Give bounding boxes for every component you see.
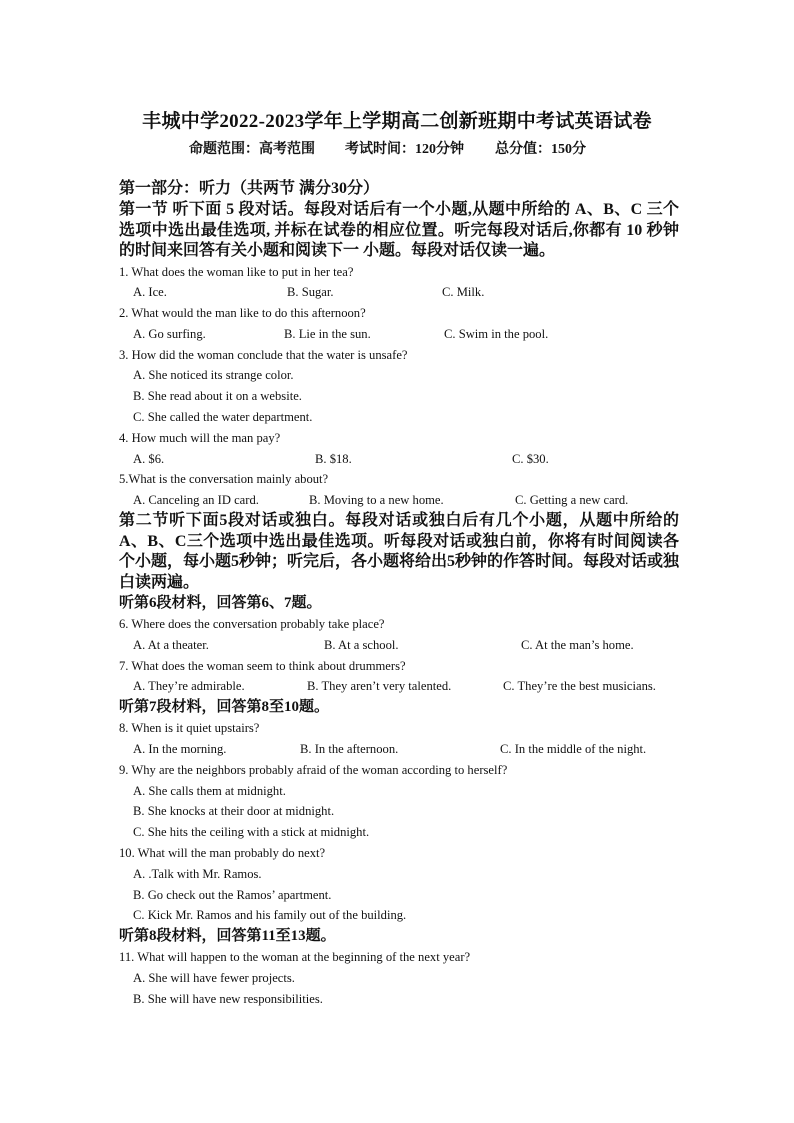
option-9a: A. She calls them at midnight. (133, 783, 286, 798)
option-5c: C. Getting a new card. (515, 493, 629, 508)
option-7c: C. They’re the best musicians. (503, 679, 656, 694)
options-5 (119, 490, 679, 511)
option-6b: B. At a school. (324, 637, 399, 652)
option-6a: A. At a theater. (133, 637, 209, 652)
question-11: 11. What will happen to the woman at the beginning of the next year? (119, 950, 471, 965)
question-6: 6. Where does the conversation probably take place? (119, 617, 385, 632)
options-6 (119, 635, 679, 656)
option-3c: C. She called the water department. (133, 410, 313, 425)
question-2: 2. What would the man like to do this afternoon? (119, 306, 366, 321)
option-11a: A. She will have fewer projects. (133, 971, 295, 986)
option-8b: B. In the afternoon. (300, 742, 399, 757)
section2-instruction: 第二节听下面5段对话或独白。每段对话或独白后有几个小题，从题中所给的A、B、C三个选项中选出最佳选项。听每段对话或独白前，你将有时间阅读各个小题，每小题5秒钟；听完后，各小题将给出5秒钟的作答时间。每段对话或独白读两遍。 (119, 512, 680, 591)
options-1 (119, 282, 679, 303)
question-8: 8. When is it quiet upstairs? (119, 721, 260, 736)
question-9: 9. Why are the neighbors probably afraid of the woman according to herself? (119, 762, 508, 777)
option-9b: B. She knocks at their door at midnight. (133, 804, 335, 819)
option-4c: C. $30. (512, 451, 549, 466)
exam-scope: 命题范围：高考范围 (189, 142, 315, 157)
option-3a: A. She noticed its strange color. (133, 368, 294, 383)
option-10a: A. .Talk with Mr. Ramos. (133, 866, 262, 881)
option-6c: C. At the man’s home. (521, 637, 634, 652)
option-5b: B. Moving to a new home. (309, 493, 444, 508)
option-10c: C. Kick Mr. Ramos and his family out of the building. (133, 908, 407, 923)
option-1b: B. Sugar. (287, 285, 334, 300)
question-1: 1. What does the woman like to put in her tea? (119, 264, 354, 279)
exam-time: 考试时间：120分钟 (345, 142, 464, 157)
option-7b: B. They aren’t very talented. (307, 679, 452, 694)
option-1a: A. Ice. (133, 285, 167, 300)
option-4a: A. $6. (133, 451, 165, 466)
options-2 (119, 324, 679, 345)
material-8-heading: 听第8段材料，回答第11至13题。 (119, 928, 336, 945)
options-4 (119, 449, 679, 470)
option-3b: B. She read about it on a website. (133, 389, 302, 404)
option-8a: A. In the morning. (133, 742, 227, 757)
option-11b: B. She will have new responsibilities. (133, 991, 323, 1006)
option-2a: A. Go surfing. (133, 326, 206, 341)
option-8c: C. In the middle of the night. (500, 742, 647, 757)
part1-title: 第一部分：听力（共两节 满分30分） (119, 180, 380, 197)
options-7 (119, 676, 679, 697)
option-7a: A. They’re admirable. (133, 679, 245, 694)
option-4b: B. $18. (315, 451, 352, 466)
material-6-heading: 听第6段材料，回答第6、7题。 (119, 595, 322, 612)
option-2b: B. Lie in the sun. (284, 326, 371, 341)
option-1c: C. Milk. (442, 285, 485, 300)
exam-content (119, 178, 679, 1010)
option-5a: A. Canceling an ID card. (133, 493, 259, 508)
option-9c: C. She hits the ceiling with a stick at midnight. (133, 825, 370, 840)
option-2c: C. Swim in the pool. (444, 326, 549, 341)
question-3: 3. How did the woman conclude that the water is unsafe? (119, 347, 408, 362)
exam-score: 总分值：150分 (495, 142, 586, 157)
question-4: 4. How much will the man pay? (119, 430, 281, 445)
material-7-heading: 听第7段材料，回答第8至10题。 (119, 699, 330, 716)
question-7: 7. What does the woman seem to think about drummers? (119, 658, 406, 673)
page-title: 丰城中学2022-2023学年上学期高二创新班期中考试英语试卷 (142, 111, 652, 132)
options-8 (119, 739, 679, 760)
section1-instruction: 第一节 听下面 5 段对话。每段对话后有一个小题,从题中所给的 A、B、C 三个选项中选出最佳选项, 并标在试卷的相应位置。听完每段对话后,你都有 10 秒钟的时间来回答有关小题和阅读下一 小题。每段对话仅读一遍。 (119, 201, 679, 259)
question-5: 5.What is the conversation mainly about? (119, 472, 329, 487)
question-10: 10. What will the man probably do next? (119, 846, 326, 861)
option-10b: B. Go check out the Ramos’ apartment. (133, 887, 332, 902)
